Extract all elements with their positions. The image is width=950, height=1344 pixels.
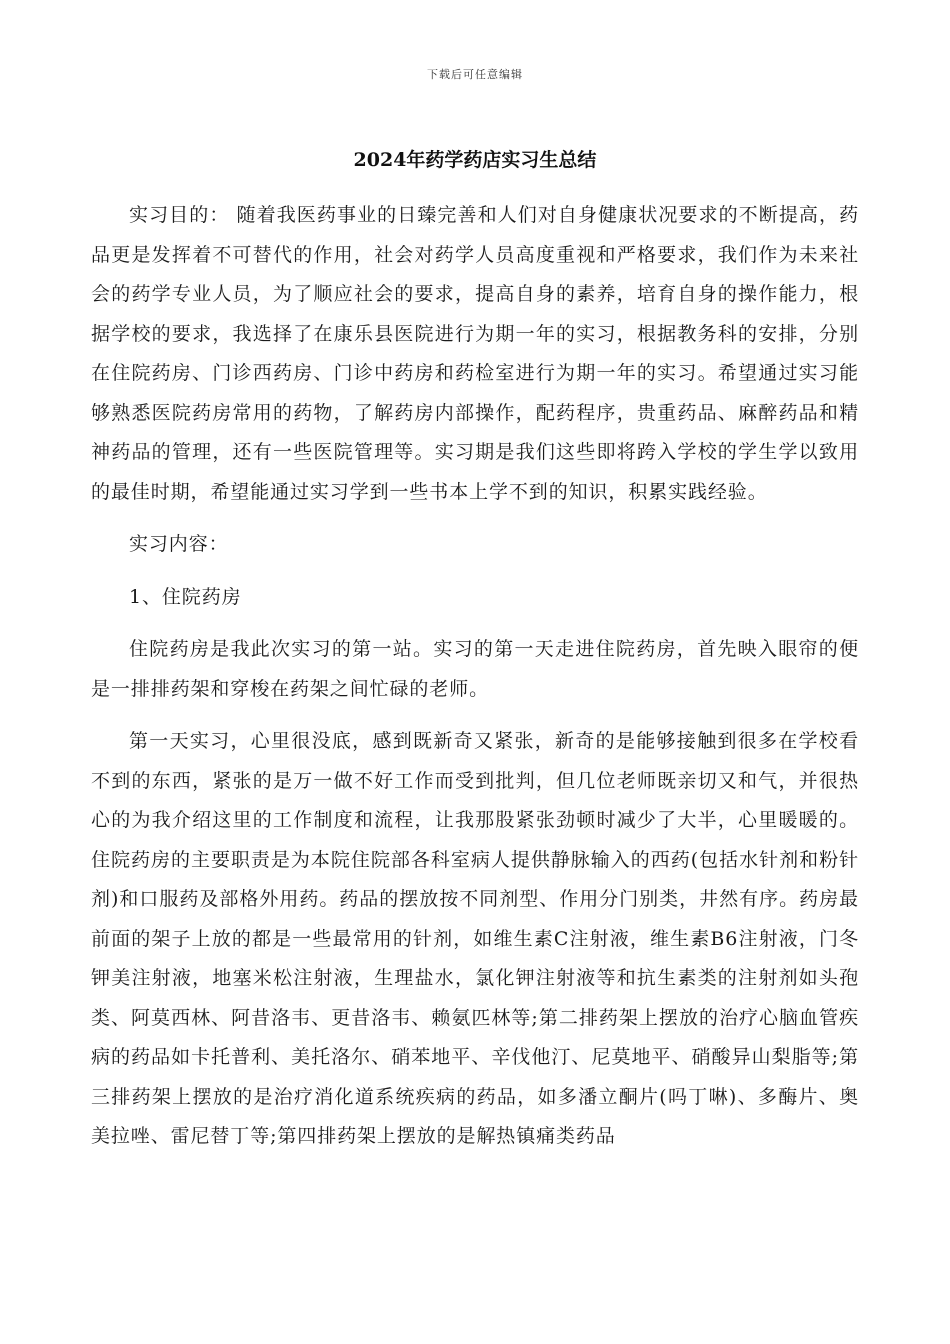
header-note: 下载后可任意编辑 [427, 68, 523, 81]
paragraph-section-heading: 1、住院药房 [129, 585, 242, 608]
document-body [91, 196, 859, 1157]
paragraph-first-station: 住院药房是我此次实习的第一站。实习的第一天走进住院药房，首先映入眼帘的便是一排排药架和穿梭在药架之间忙碌的老师。 [91, 638, 859, 700]
paragraph-first-day: 第一天实习，心里很没底，感到既新奇又紧张，新奇的是能够接触到很多在学校看不到的东西，紧张的是万一做不好工作而受到批判，但几位老师既亲切又和气，并很热心的为我介绍这里的工作制度和流程，让我那股紧张劲顿时减少了大半，心里暖暖的。 住院药房的主要职责是为本院住院部各科室病人提供静脉输入的西药(包括水针剂和粉针剂)和口服药及部格外用药。药品的摆放按不同剂型、作用分门别类，井然有序。药房最前面的架子上放的都是一些最常用的针剂，如维生素C注射液，维生素B6注射液，门冬钾美注射液，地塞米松注射液，生理盐水，氯化钾注射液等和抗生素类的注射剂如头孢类、阿莫西林、阿昔洛韦、更昔洛韦、赖氨匹林等;第二排药架上摆放的治疗心脑血管疾病的药品如卡托普利、美托洛尔、硝苯地平、辛伐他汀、尼莫地平、硝酸异山梨脂等;第三排药架上摆放的是治疗消化道系统疾病的药品，如多潘立酮片(吗丁啉)、多酶片、奥美拉唑、雷尼替丁等;第四排药架上摆放的是解热镇痛类药品 [91, 730, 859, 1147]
document-title: 2024年药学药店实习生总结 [353, 149, 597, 171]
paragraph-content-heading: 实习内容： [129, 533, 229, 555]
paragraph-purpose: 实习目的： 随着我医药事业的日臻完善和人们对自身健康状况要求的不断提高，药品更是发挥着不可替代的作用，社会对药学人员高度重视和严格要求，我们作为未来社会的药学专业人员，为了顺应社会的要求，提高自身的素养，培育自身的操作能力，根据学校的要求，我选择了在康乐县医院进行为期一年的实习，根据教务科的安排，分别在住院药房、门诊西药房、门诊中药房和药检室进行为期一年的实习。希望通过实习能够熟悉医院药房常用的药物，了解药房内部操作，配药程序，贵重药品、麻醉药品和精神药品的管理，还有一些医院管理等。实习期是我们这些即将跨入学校的学生学以致用的最佳时期，希望能通过实习学到一些书本上学不到的知识，积累实践经验。 [91, 204, 859, 503]
